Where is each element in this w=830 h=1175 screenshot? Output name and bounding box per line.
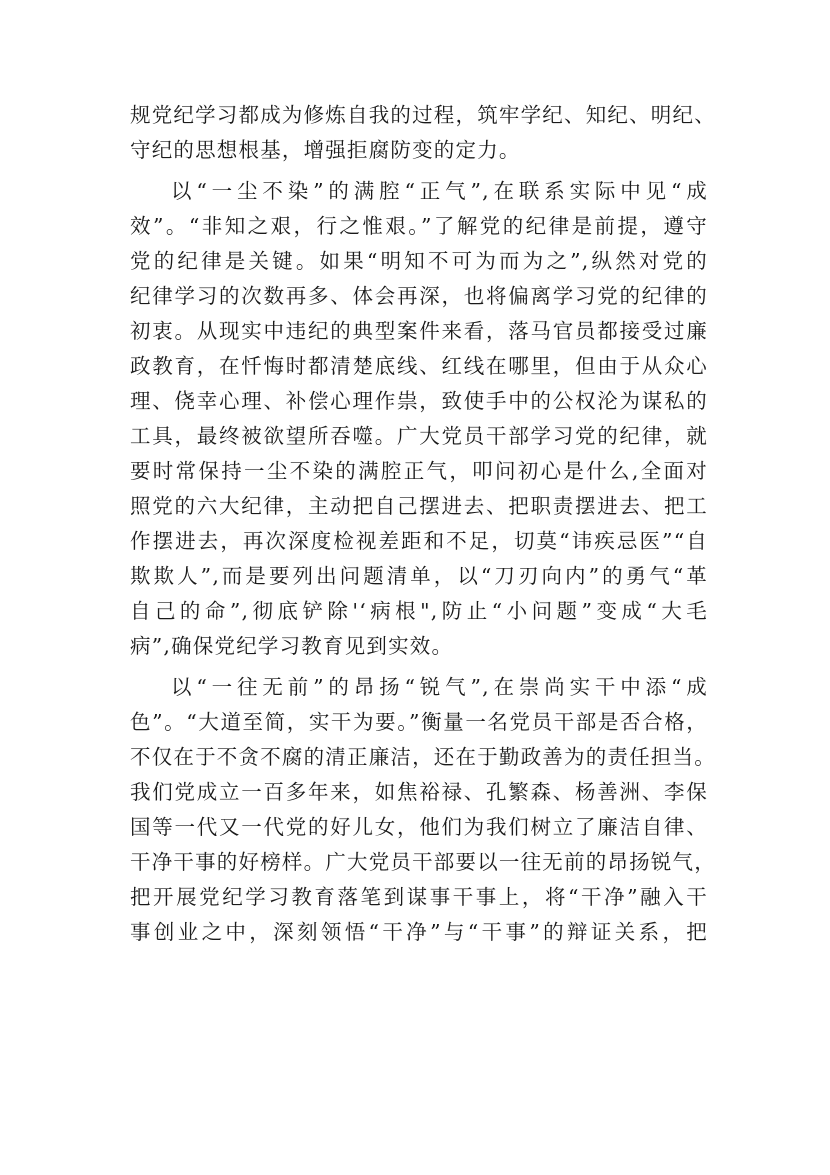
text-line: 工具，最终被欲望所吞噬。广大党员干部学习党的纪律，就 xyxy=(130,424,708,448)
text-line: 病”,确保党纪学习教育见到实效。 xyxy=(130,634,454,658)
paragraph-1 xyxy=(130,98,716,168)
document-body[interactable] xyxy=(130,98,716,950)
text-line: 以“一往无前”的昂扬“锐气”,在崇尚实干中添“成 xyxy=(171,675,708,699)
text-line: 干净干事的好榜样。广大党员干部要以一往无前的昂扬锐气， xyxy=(130,850,716,874)
text-line: 政教育，在忏悔时都清楚底线、红线在哪里，但由于从众心 xyxy=(130,354,708,378)
text-line: 初衷。从现实中违纪的典型案件来看，落马官员都接受过廉 xyxy=(130,319,708,343)
text-line: 以“一尘不染”的满腔“正气”,在联系实际中见“成 xyxy=(171,179,708,203)
text-line: 把开展党纪学习教育落笔到谋事干事上，将“干净”融入干 xyxy=(130,885,708,909)
text-line: 要时常保持一尘不染的满腔正气，叩问初心是什么,全面对 xyxy=(130,459,708,483)
text-line: 国等一代又一代党的好儿女，他们为我们树立了廉洁自律、 xyxy=(130,815,708,839)
text-line: 不仅在于不贪不腐的清正廉洁，还在于勤政善为的责任担当。 xyxy=(130,745,716,769)
text-line: 照党的六大纪律，主动把自己摆进去、把职责摆进去、把工 xyxy=(130,494,708,518)
text-line: 色”。“大道至简，实干为要。”衡量一名党员干部是否合格， xyxy=(130,710,708,734)
text-line: 效”。“非知之艰，行之惟艰。”了解党的纪律是前提，遵守 xyxy=(130,214,708,238)
text-line: 事创业之中，深刻领悟“干净”与“干事”的辩证关系，把 xyxy=(130,920,708,944)
text-line: 纪律学习的次数再多、体会再深，也将偏离学习党的纪律的 xyxy=(130,284,708,308)
text-line: 自己的命”,彻底铲除'‘病根",防止“小问题”变成“大毛 xyxy=(130,599,708,623)
paragraph-2 xyxy=(130,174,708,664)
text-line: 作摆进去，再次深度检视差距和不足，切莫“讳疾忌医”“自 xyxy=(130,529,708,553)
text-line: 守纪的思想根基，增强拒腐防变的定力。 xyxy=(130,138,521,162)
text-line: 欺欺人”,而是要列出问题清单，以“刀刃向内”的勇气“革 xyxy=(130,564,708,588)
watermark-icon xyxy=(283,1025,598,1175)
text-line: 规党纪学习都成为修炼自我的过程，筑牢学纪、知纪、明纪、 xyxy=(130,103,716,127)
text-line: 党的纪律是关键。如果“明知不可为而为之”,纵然对党的 xyxy=(130,249,708,273)
text-line: 我们党成立一百多年来，如焦裕禄、孔繁森、杨善洲、李保 xyxy=(130,780,708,804)
paragraph-3 xyxy=(130,670,716,950)
text-line: 理、侥幸心理、补偿心理作祟，致使手中的公权沦为谋私的 xyxy=(130,389,708,413)
